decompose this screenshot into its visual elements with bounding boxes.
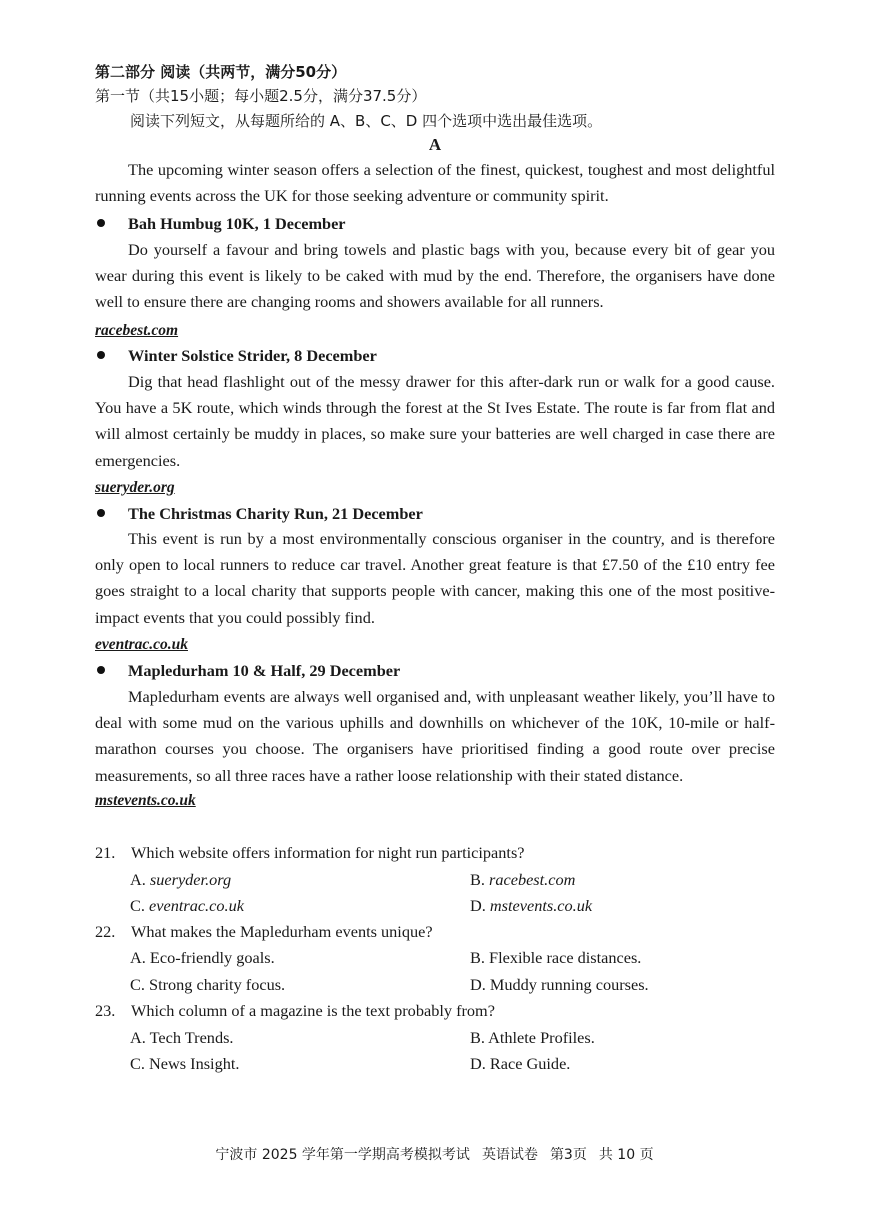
footer-page: 第3页 (549, 1147, 587, 1163)
question-22 (95, 921, 433, 943)
question-number: 21. (95, 843, 116, 862)
event-heading (97, 503, 777, 525)
option-b[interactable]: B. Flexible race distances. (470, 948, 642, 967)
footer-total: 共 10 页 (598, 1147, 654, 1163)
page-footer (0, 1145, 869, 1165)
event-heading (97, 660, 777, 682)
event-heading-text: Winter Solstice Strider, 8 December (128, 346, 377, 365)
bullet-icon (97, 351, 105, 359)
option-d[interactable]: D. Race Guide. (470, 1054, 571, 1073)
question-number: 23. (95, 1001, 116, 1020)
event-heading-text: Mapledurham 10 & Half, 29 December (128, 661, 401, 680)
event-heading-text: The Christmas Charity Run, 21 December (128, 504, 423, 523)
question-23 (95, 1000, 495, 1022)
event-body: This event is run by a most environmentally conscious organiser in the country, and is therefore only open to local runners to reduce car travel. Another great feature is that £7.50 of the £10 entry fee goes straight to a local charity that supports people with cancer, making this one of the most positive-impact events that you could possibly find. (95, 529, 775, 627)
source-link: mstevents.co.uk (95, 792, 196, 809)
option-c[interactable]: C. Strong charity focus. (130, 975, 286, 994)
section-subtitle: 第一节（共15小题；每小题2.5分，满分37.5分） (95, 87, 427, 105)
bullet-icon (97, 666, 105, 674)
passage-label: A (428, 135, 442, 154)
option-a[interactable]: A. Eco-friendly goals. (130, 948, 275, 967)
source-link: eventrac.co.uk (95, 636, 188, 653)
option-d[interactable]: D. Muddy running courses. (470, 975, 649, 994)
option-a[interactable]: A. Tech Trends. (130, 1028, 234, 1047)
option-a[interactable]: A. sueryder.org (130, 870, 232, 889)
bullet-icon (97, 219, 105, 227)
passage-intro: The upcoming winter season offers a selection of the finest, quickest, toughest and most delightful running events across the UK for those seeking adventure or community spirit. (95, 160, 775, 206)
question-number: 22. (95, 922, 116, 941)
question-text: What makes the Mapledurham events unique? (131, 922, 433, 941)
question-text: Which website offers information for night run participants? (131, 843, 525, 862)
event-heading (97, 213, 777, 235)
source-link: sueryder.org (95, 479, 175, 496)
question-21 (95, 842, 525, 864)
option-c[interactable]: C. eventrac.co.uk (130, 896, 244, 915)
option-b[interactable]: B. Athlete Profiles. (470, 1028, 595, 1047)
instruction-text: 阅读下列短文，从每题所给的 A、B、C、D 四个选项中选出最佳选项。 (130, 112, 603, 130)
option-b[interactable]: B. racebest.com (470, 870, 576, 889)
bullet-icon (97, 509, 105, 517)
event-body: Do yourself a favour and bring towels and plastic bags with you, because every bit of gear you wear during this event is likely to be caked with mud by the end. Therefore, the organisers have done well to ensure there are changing rooms and showers available for all runners. (95, 240, 775, 312)
event-body: Mapledurham events are always well organised and, with unpleasant weather likely, you’ll have to deal with some mud on the various uphills and downhills on whichever of the 10K, 10-mile or half-marathon courses you choose. The organisers have prioritised finding a good route over precise measurements, so all three races have a rather loose relationship with their stated distance. (95, 687, 775, 785)
event-body: Dig that head flashlight out of the messy drawer for this after-dark run or walk for a good cause. You have a 5K route, which winds through the forest at the St Ives Estate. The route is far from flat and will almost certainly be muddy in places, so make sure your batteries are well charged in case there are emergencies. (95, 372, 775, 470)
question-text: Which column of a magazine is the text probably from? (131, 1001, 495, 1020)
event-heading-text: Bah Humbug 10K, 1 December (128, 214, 346, 233)
option-d[interactable]: D. mstevents.co.uk (470, 896, 593, 915)
footer-exam: 宁波市 2025 学年第一学期高考模拟考试 (215, 1147, 470, 1163)
source-link: racebest.com (95, 322, 179, 339)
event-heading (97, 345, 777, 367)
section-title: 第二部分 阅读（共两节，满分50分） (95, 63, 347, 81)
footer-subject: 英语试卷 (481, 1147, 538, 1163)
option-c[interactable]: C. News Insight. (130, 1054, 240, 1073)
